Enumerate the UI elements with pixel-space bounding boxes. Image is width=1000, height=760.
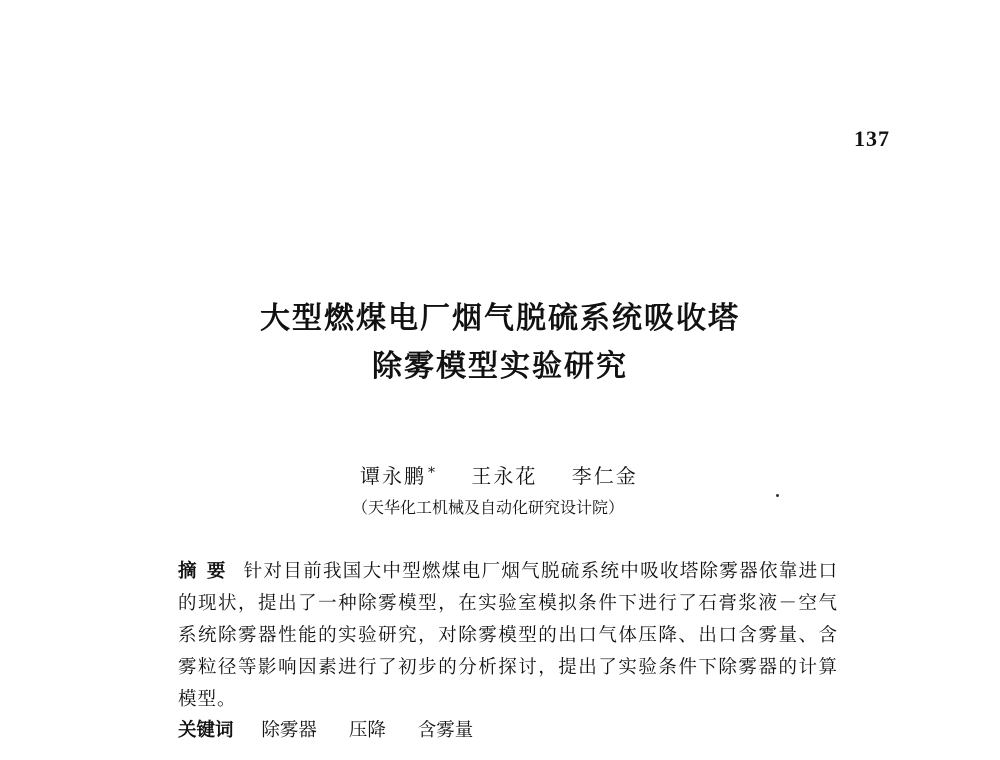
abstract-text: 针对目前我国大中型燃煤电厂烟气脱硫系统中吸收塔除雾器依靠进口的现状，提出了一种除雾模型，在实验室模拟条件下进行了石膏浆液－空气系统除雾器性能的实验研究，对除雾模型的出口气体压降、出口含雾量、含雾粒径等影响因素进行了初步的分析探讨，提出了实验条件下除雾器的计算模型。	[178, 561, 838, 710]
abstract-label: 摘要	[178, 561, 236, 582]
author-1	[360, 460, 437, 489]
abstract	[178, 556, 838, 716]
author-1-footnote-mark: *	[428, 465, 437, 481]
keyword-3: 含雾量	[417, 720, 474, 741]
author-3-name: 李仁金	[571, 464, 638, 488]
keyword-1: 除雾器	[261, 720, 317, 741]
author-3	[572, 460, 638, 489]
keyword-2: 压降	[348, 720, 386, 741]
paper-title-line-2: 除雾模型实验研究	[372, 349, 628, 384]
author-2	[471, 460, 537, 489]
author-1-name: 谭永鹏	[360, 464, 426, 488]
author-list	[360, 460, 666, 489]
author-affiliation: （天华化工机械及自动化研究设计院）	[352, 498, 625, 517]
paper-title-line-1: 大型燃煤电厂烟气脱硫系统吸收塔	[260, 301, 740, 336]
keywords	[178, 716, 499, 742]
page-number: 137	[854, 126, 890, 151]
scan-speck	[776, 494, 779, 497]
author-2-name: 王永花	[471, 464, 538, 488]
keywords-label: 关键词	[178, 720, 234, 741]
paper-title	[0, 295, 1000, 391]
